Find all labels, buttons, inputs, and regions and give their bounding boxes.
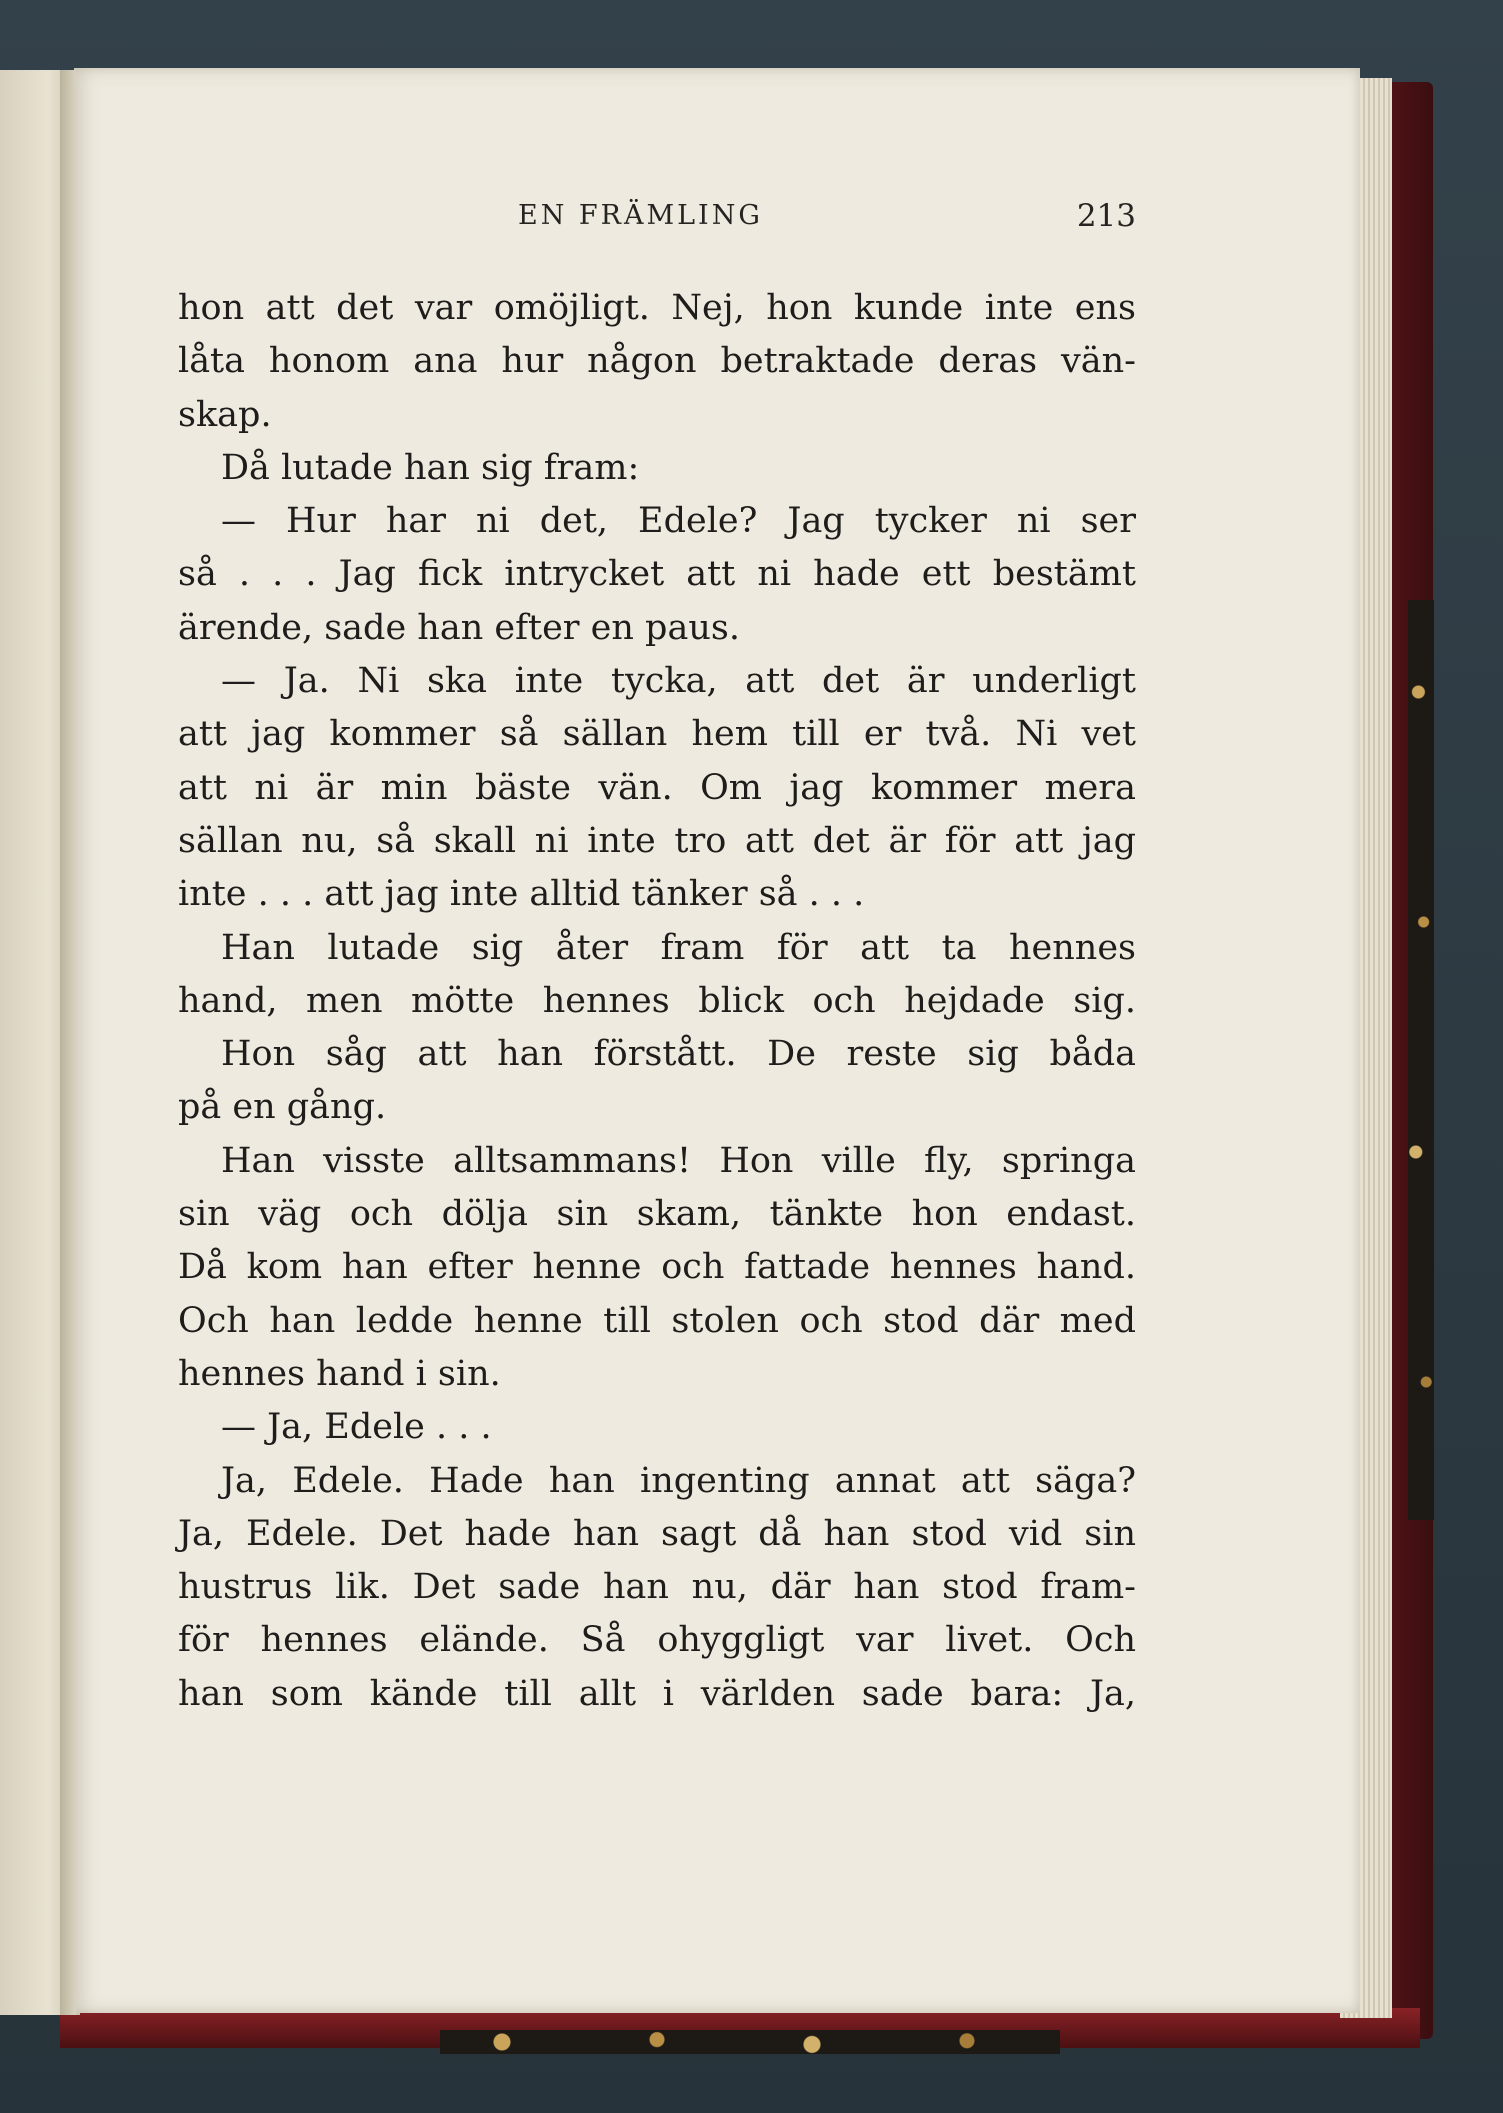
- running-title: EN FRÄMLING: [518, 200, 763, 231]
- marbled-endpaper: [1408, 600, 1434, 1520]
- text-line: — Ja, Edele . . .: [221, 1407, 492, 1448]
- text-line: hennes hand i sin.: [178, 1353, 501, 1394]
- text-line: Då kom han efter henne och fattade hennes hand.: [178, 1247, 1136, 1288]
- text-line: Han lutade sig åter fram för att ta hennes: [221, 927, 1136, 968]
- text-line: hon att det var omöjligt. Nej, hon kunde inte ens: [178, 288, 1136, 328]
- text-line: skap.: [178, 394, 272, 435]
- text-line: — Hur har ni det, Edele? Jag tycker ni ser: [221, 501, 1136, 542]
- text-line: — Ja. Ni ska inte tycka, att det är underligt: [221, 661, 1136, 702]
- book-gutter: [60, 70, 76, 2015]
- text-line: hustrus lik. Det sade han nu, där han stod fram-: [178, 1567, 1136, 1608]
- text-line: sällan nu, så skall ni inte tro att det är för att jag: [178, 820, 1136, 861]
- text-line: låta honom ana hur någon betraktade deras vän-: [178, 341, 1136, 382]
- text-line: hand, men mötte hennes blick och hejdade sig.: [178, 980, 1136, 1021]
- text-line: Ja, Edele. Hade han ingenting annat att säga?: [221, 1460, 1136, 1501]
- body-text: [178, 282, 1136, 1721]
- text-line: Han visste alltsammans! Hon ville fly, springa: [221, 1140, 1136, 1181]
- text-line: ärende, sade han efter en paus.: [178, 607, 740, 648]
- page-header: [178, 200, 1136, 244]
- text-line: på en gång.: [178, 1087, 387, 1128]
- text-line: Ja, Edele. Det hade han sagt då han stod vid sin: [178, 1513, 1136, 1554]
- text-line: inte . . . att jag inte alltid tänker så . . .: [178, 874, 865, 915]
- page-number: 213: [1076, 198, 1136, 234]
- text-line: Då lutade han sig fram:: [221, 447, 640, 488]
- text-line: att jag kommer så sällan hem till er två. Ni vet: [178, 714, 1136, 755]
- text-line: han som kände till allt i världen sade bara: Ja,: [178, 1673, 1136, 1714]
- text-line: Och han ledde henne till stolen och stod där med: [178, 1300, 1136, 1341]
- marbled-endpaper-bottom: [440, 2030, 1060, 2054]
- text-line: Hon såg att han förstått. De reste sig båda: [221, 1034, 1136, 1075]
- text-line: sin väg och dölja sin skam, tänkte hon endast.: [178, 1194, 1136, 1235]
- text-line: så . . . Jag fick intrycket att ni hade ett bestämt: [178, 554, 1136, 595]
- text-line: för hennes elände. Så ohyggligt var livet. Och: [178, 1620, 1136, 1661]
- text-line: att ni är min bäste vän. Om jag kommer mera: [178, 767, 1136, 808]
